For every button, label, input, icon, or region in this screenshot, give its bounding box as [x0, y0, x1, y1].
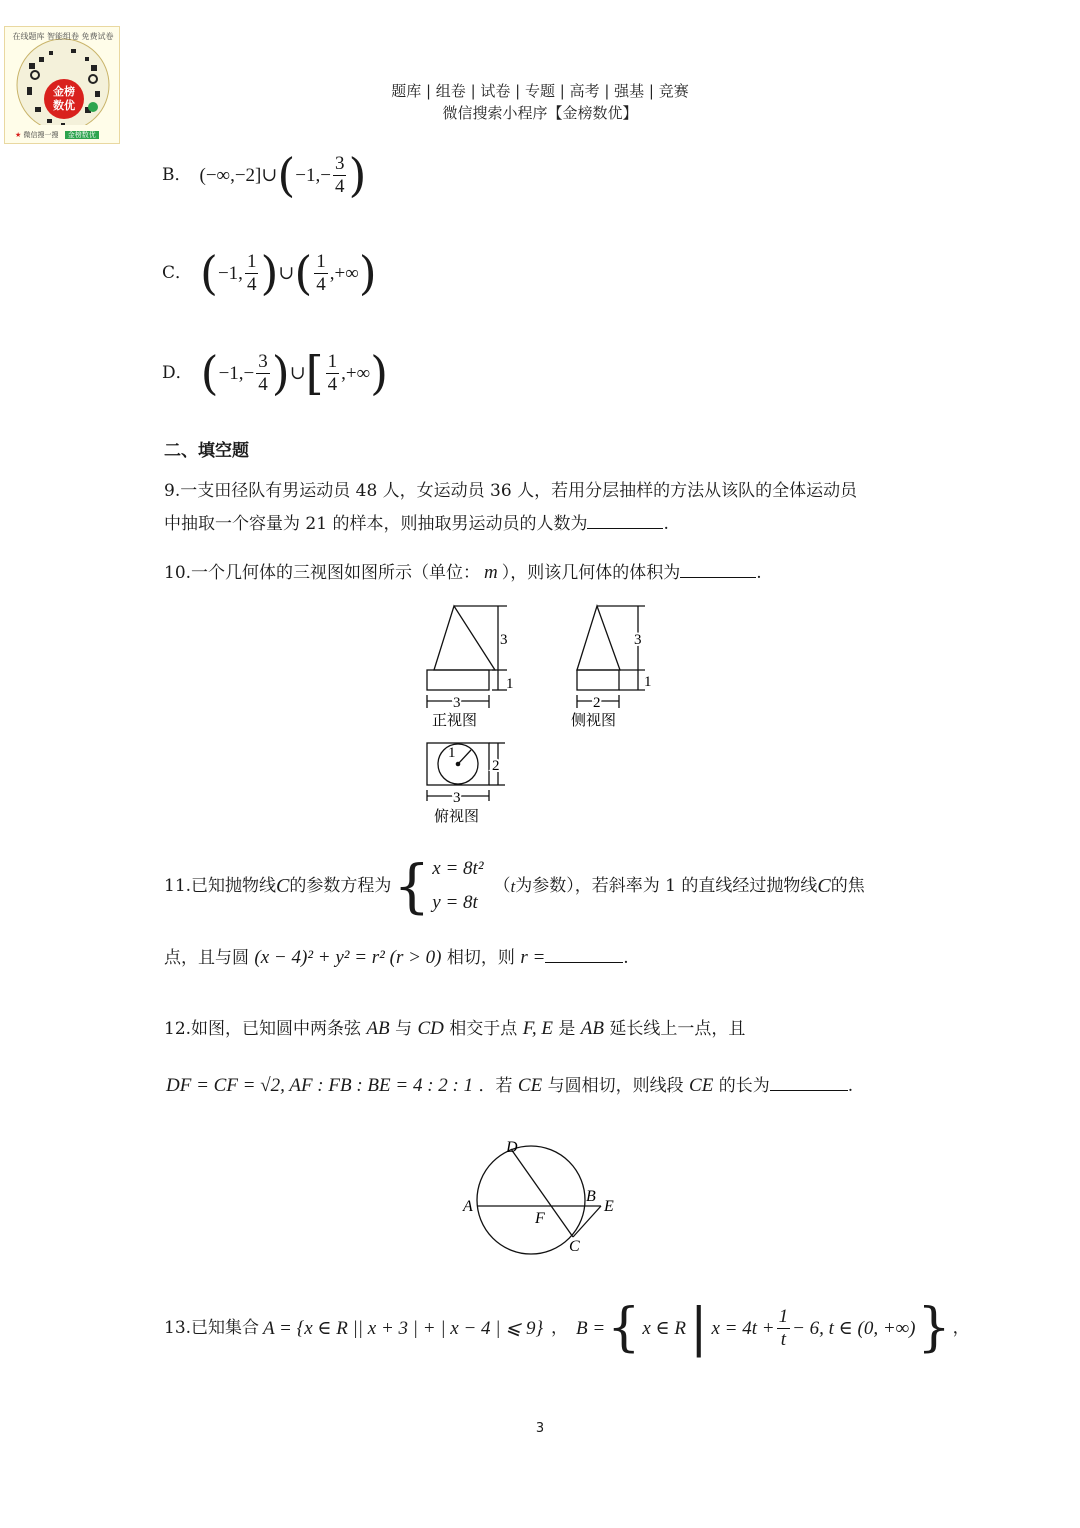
- q12-line2-math: DF = CF = √2, AF : FB : BE = 4 : 2 : 1: [166, 1075, 474, 1096]
- side-view-h2: 1: [644, 674, 652, 690]
- q11-circle-eq: (x − 4)² + y² = r² (r > 0): [254, 947, 442, 968]
- q12-line1c: 相交于点: [449, 1019, 518, 1039]
- seal-text-2: 数优: [53, 99, 75, 112]
- q11-answer-blank[interactable]: [545, 962, 623, 963]
- q12-FE: F, E: [522, 1018, 553, 1039]
- header-miniprogram-line: 微信搜索小程序【金榜数优】: [442, 104, 638, 122]
- option-d-lb2: [: [305, 346, 324, 400]
- front-view-w: 3: [453, 695, 461, 711]
- q12-line1: [164, 1019, 745, 1038]
- front-view-caption: 正视图: [432, 713, 478, 729]
- label-d: D: [506, 1139, 518, 1156]
- q12-line1b: 与: [395, 1019, 413, 1039]
- q12-CD: CD: [417, 1018, 444, 1039]
- q13-setb-rest: − 6, t ∈ (0, +∞): [792, 1317, 916, 1339]
- q12-end: .: [847, 1076, 854, 1096]
- q13-line: [164, 1298, 970, 1358]
- label-e: E: [604, 1198, 614, 1215]
- seal-text-1: 金榜: [53, 85, 75, 98]
- front-view-h1: 3: [500, 632, 508, 648]
- q13-set-a: A = {x ∈ R || x + 3 | + | x − 4 | ⩽ 9}: [263, 1317, 544, 1339]
- brand-seal: [44, 79, 84, 119]
- option-c-label: C．: [162, 262, 193, 283]
- three-views-figure: [415, 600, 665, 830]
- option-d-num2: 1: [327, 350, 338, 372]
- q12-CE: CE: [517, 1075, 543, 1096]
- option-c-den2: 4: [316, 273, 326, 295]
- q12-line1d: 是: [558, 1019, 576, 1039]
- option-b-label: B．: [162, 164, 192, 185]
- header-nav-line: 题库 | 组卷 | 试卷 | 专题 | 高考 | 强基 | 竞赛: [391, 82, 689, 100]
- option-d-a: −1,−: [218, 362, 255, 384]
- q13-setb-eq: x = 4t +: [711, 1317, 775, 1339]
- q11-suffix: 的焦: [830, 875, 865, 896]
- q11-t: t: [510, 876, 516, 896]
- q10-text: [164, 563, 762, 582]
- option-d-rp1: ): [271, 346, 290, 400]
- q11-C: C: [276, 875, 290, 897]
- option-b-den: 4: [334, 175, 345, 197]
- option-b-rparen: ): [348, 148, 367, 202]
- q13-setb-lbrace: {: [607, 1298, 641, 1358]
- q9-line1: 9.一支田径队有男运动员 48 人，女运动员 36 人，若用分层抽样的方法从该队的全体运动员: [164, 481, 858, 501]
- q12-line2: [166, 1076, 853, 1095]
- option-d-den2: 4: [327, 373, 338, 395]
- q13-setb-bar: |: [689, 1298, 708, 1358]
- q13-end: ，: [952, 1317, 970, 1338]
- front-view-triangle: [434, 606, 495, 670]
- option-b-num: 3: [334, 152, 345, 174]
- option-c-a: −1,: [217, 262, 243, 284]
- option-c-lp2: (: [294, 246, 313, 300]
- side-view-h1: 3: [634, 632, 642, 648]
- q11-system-brace: {: [393, 852, 431, 920]
- option-d-label: D．: [162, 362, 193, 383]
- q12-line1e: 延长线上一点，且: [609, 1019, 746, 1039]
- q12-answer-blank[interactable]: [770, 1090, 848, 1091]
- q11-line2b: 相切，则: [446, 948, 515, 968]
- q12-line2c: 与圆相切，则线段: [547, 1076, 684, 1096]
- front-view-base: [427, 670, 489, 690]
- q12-AB: AB: [366, 1018, 390, 1039]
- top-view-r: 1: [448, 745, 456, 761]
- option-b-inner: −1,−: [295, 164, 331, 186]
- q9-line2: [164, 516, 669, 533]
- q10-end: .: [756, 563, 762, 583]
- label-c: C: [569, 1238, 580, 1255]
- q12-line2b: ．若: [478, 1076, 513, 1096]
- section-title: 二、填空题: [164, 441, 249, 461]
- q11-line2a: 点，且与圆: [164, 948, 249, 968]
- circle-chords-figure: [455, 1135, 635, 1260]
- option-b-part1: (−∞,−2]∪: [199, 164, 278, 186]
- option-b: [162, 148, 366, 202]
- q13-setb-num: 1: [778, 1305, 789, 1327]
- q12-line2d: 的长为: [718, 1076, 770, 1096]
- front-view-h2: 1: [506, 676, 514, 692]
- q9-answer-blank[interactable]: [587, 528, 663, 529]
- q12-line1a: 12.如图，已知圆中两条弦: [164, 1019, 362, 1039]
- page-number: 3: [535, 1421, 545, 1436]
- top-view-h: 2: [492, 758, 500, 774]
- top-view-w: 3: [453, 790, 461, 806]
- q9-line2-text: 中抽取一个容量为 21 的样本，则抽取男运动员的人数为: [164, 514, 588, 534]
- option-d-lp1: (: [200, 346, 219, 400]
- q13-setb-rbrace: }: [917, 1298, 951, 1358]
- option-c: [162, 246, 377, 300]
- q11-line2: [164, 948, 629, 967]
- q11-prefix: 11.已知抛物线: [164, 875, 277, 896]
- option-c-cup: ∪: [278, 262, 295, 284]
- q13-sep: ，: [551, 1317, 569, 1338]
- q11-eq2: y = 8t: [432, 892, 478, 913]
- q13-setb-x: x ∈ R: [642, 1317, 686, 1339]
- option-c-rp2: ): [358, 246, 377, 300]
- q10-answer-blank[interactable]: [680, 577, 756, 578]
- q11-mid: 的参数方程为: [289, 875, 392, 896]
- q10-text-1: 10.一个几何体的三视图如图所示（单位：: [164, 563, 481, 583]
- option-d-cup: ∪: [289, 362, 306, 384]
- star-icon: ★: [15, 131, 22, 139]
- option-d-num1: 3: [258, 350, 268, 372]
- badge-ring-text: 在线题库 智能组卷 免费试卷: [12, 32, 114, 41]
- side-view-w: 2: [593, 695, 601, 711]
- q12-CE2: CE: [689, 1075, 714, 1096]
- qr-code-badge[interactable]: [4, 26, 120, 144]
- side-view-caption: 侧视图: [571, 713, 617, 729]
- option-b-lparen: (: [277, 148, 296, 202]
- q10-text-2: ），则该几何体的体积为: [501, 563, 681, 583]
- q11-eq1: x = 8t²: [432, 858, 484, 879]
- q11-line1: [164, 852, 865, 920]
- tangent-ce: [573, 1206, 601, 1237]
- q13-setb-left: B =: [576, 1317, 606, 1339]
- label-b: B: [586, 1188, 596, 1205]
- option-d-rp2: ): [370, 346, 389, 400]
- q13-prefix: 13.已知集合: [164, 1317, 260, 1338]
- option-c-rp1: ): [260, 246, 279, 300]
- option-c-num1: 1: [246, 250, 257, 272]
- option-c-b: ,+∞: [329, 262, 359, 284]
- badge-footer: [15, 130, 99, 140]
- q11-C2: C: [817, 875, 831, 897]
- q11-paren2: 为参数），若斜率为 1 的直线经过抛物线: [515, 875, 818, 896]
- q11-end: .: [623, 948, 629, 968]
- label-a: A: [463, 1198, 473, 1215]
- option-c-lp1: (: [200, 246, 218, 300]
- option-d: [162, 346, 388, 400]
- q11-r-eq: r =: [520, 947, 546, 968]
- q11-system: [432, 852, 483, 920]
- option-d-b: ,+∞: [341, 362, 371, 384]
- q12-AB2: AB: [580, 1018, 604, 1039]
- q10-unit: m: [484, 562, 498, 583]
- q13-setb-den: t: [780, 1328, 786, 1350]
- badge-footer-text: 微信搜一搜: [23, 131, 59, 139]
- q9-end: .: [663, 514, 669, 534]
- top-view-caption: 俯视图: [434, 809, 480, 825]
- front-view: [427, 606, 507, 708]
- side-view: [577, 606, 645, 708]
- option-d-den1: 4: [258, 373, 268, 395]
- label-f: F: [535, 1210, 545, 1227]
- option-c-num2: 1: [316, 250, 326, 272]
- badge-footer-search: 金榜数优: [65, 131, 99, 139]
- option-c-den1: 4: [246, 273, 257, 295]
- q11-paren: （: [493, 875, 511, 896]
